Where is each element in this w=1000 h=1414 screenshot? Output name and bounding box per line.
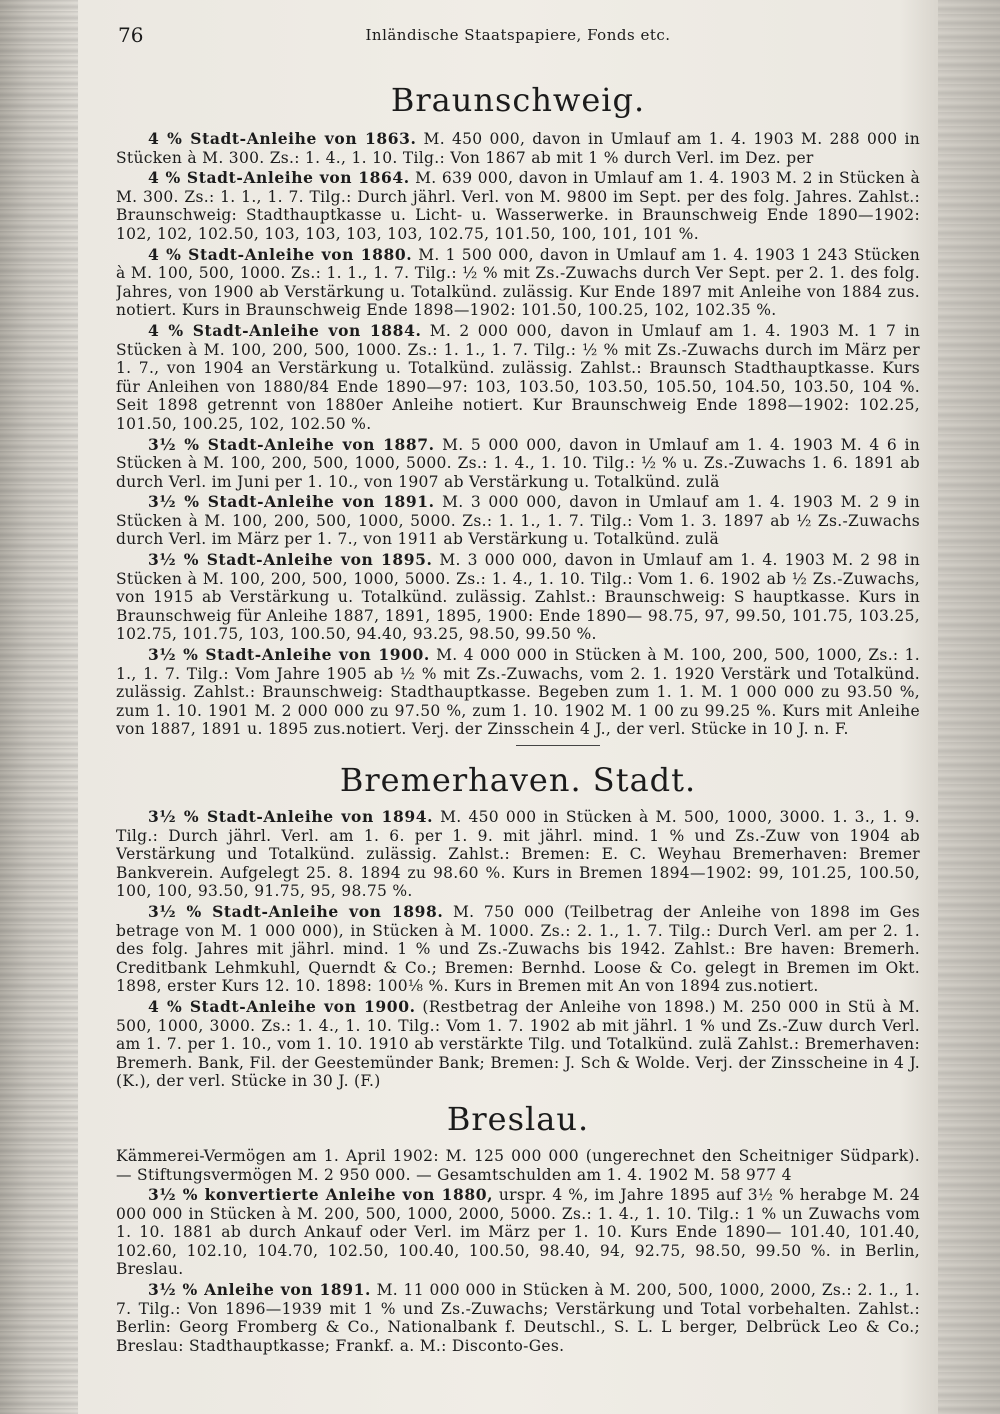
loan-title: 4 % Stadt-Anleihe von 1900.: [148, 996, 416, 1016]
loan-title: 3½ % Stadt-Anleihe von 1900.: [148, 645, 430, 665]
loan-entry: [116, 551, 920, 644]
city-header-breslau: Breslau.: [446, 1099, 590, 1138]
loan-entry: [116, 436, 920, 492]
loan-text: M. 5 000 000, davon in Umlauf am 1. 4. 1903 M. 4 6 in Stücken à M. 100, 200, 500, 1000, 5000. Zs.: 1. 4., 1. 10. Tilg.: ½ % u. Zs.-Zuwachs 1. 6. 1891 ab durch Verl. im Juni per 1. 10., von 1907 ab Verstärkung u. Totalkünd. zulä: [116, 435, 920, 491]
book-edge-right: [938, 0, 1000, 1414]
running-title: Inländische Staatspapiere, Fonds etc.: [365, 26, 671, 44]
loan-title: 4 % Stadt-Anleihe von 1880.: [148, 244, 413, 264]
loan-title: 3½ % Anleihe von 1891.: [148, 1280, 372, 1300]
loan-title: 4 % Stadt-Anleihe von 1864.: [148, 168, 410, 188]
loan-title: 3½ % Stadt-Anleihe von 1887.: [148, 434, 435, 454]
city-header-bremerhaven: Bremerhaven. Stadt.: [339, 761, 697, 799]
loan-text: M. 4 000 000 in Stücken à M. 100, 200, 500, 1000, Zs.: 1. 1., 1. 7. Tilg.: Vom Jahre 1905 ab ½ % mit Zs.-Zuwachs, vom 2. 1. 1920 Verstärk und Totalkünd. zulässig. Zahlst.: Braunschweig: Stadthauptkasse. Begeben zum 1. 1. M. 1 000 000 zu 93.50 %, zum 1. 10. 1901 M. 2 000 000 zu 97.50 %, zum 1. 10. 1902 M. 1 00 zu 99.25 %. Kurs mit Anleihe von 1887, 1891 u. 1895 zus.notiert. Verj. der Zinsschein 4 J., der verl. Stücke in 10 J. n. F.: [116, 646, 920, 739]
loan-text: M. 3 000 000, davon in Umlauf am 1. 4. 1903 M. 2 9 in Stücken à M. 100, 200, 500, 1000, 5000. Zs.: 1. 1., 1. 7. Tilg.: Vom 1. 3. 1897 ab ½ Zs.-Zuwachs durch Verl. im März per 1. 7., von 1911 ab Verstärkung u. Totalkünd. zulä: [116, 493, 920, 549]
loan-entry: [116, 246, 920, 320]
loan-entry: [116, 808, 920, 901]
loan-text: M. 1 500 000, davon in Umlauf am 1. 4. 1903 1 243 Stücken à M. 100, 500, 1000. Zs.: 1. 1., 1. 7. Tilg.: ½ % mit Zs.-Zuwachs durch Ver Sept. per 2. 1. des folg. Jahres, von 1900 ab Verstärkung u. Totalkünd. zulässig. Kur Ende 1897 mit Anleihe von 1884 zus. notiert. Kurs in Braunschweig Ende 1898—1902: 101.50, 100.25, 102, 102.35 %.: [116, 245, 920, 320]
loan-entry: [116, 1186, 920, 1279]
section-divider: [516, 745, 600, 746]
loan-entry: [116, 646, 920, 739]
book-gutter-left: [0, 0, 78, 1414]
loan-title: 3½ % Stadt-Anleihe von 1898.: [148, 901, 444, 921]
city-intro: Kämmerei-Vermögen am 1. April 1902: M. 125 000 000 (ungerechnet den Scheitniger Südpark). — Stiftungsvermögen M. 2 950 000. — Gesamtschulden am 1. 4. 1902 M. 58 977 4: [116, 1146, 920, 1184]
loan-text: M. 450 000 in Stücken à M. 500, 1000, 3000. 1. 3., 1. 9. Tilg.: Durch jährl. Verl. am 1. 6. per 1. 9. mit jährl. mind. 1 % und Zs.-Zuw von 1904 ab Verstärkung und Totalkünd. zulässig. Zahlst.: Bremen: E. C. Weyhau Bremerhaven: Bremer Bankverein. Aufgelegt 25. 8. 1894 zu 98.60 %. Kurs in Bremen 1894—1902: 99, 101.25, 100.50, 100, 100, 93.50, 91.75, 95, 98.75 %.: [116, 808, 920, 901]
loan-text: M. 750 000 (Teilbetrag der Anleihe von 1898 im Ges betrage von M. 1 000 000), in Stücken à M. 1000. Zs.: 2. 1., 1. 7. Tilg.: Durch Verl. am per 2. 1. des folg. Jahres mit jährl. mind. 1 % und Zs.-Zuwachs bis 1942. Zahlst.: Bre haven: Bremerh. Creditbank Lehmkuhl, Querndt & Co.; Bremen: Bernhd. Loose & Co. gelegt in Bremen im Okt. 1898, erster Kurs 12. 10. 1898: 100⅛ %. Kurs in Bremen mit An von 1894 zus.notiert.: [116, 902, 920, 996]
loan-text: M. 2 000 000, davon in Umlauf am 1. 4. 1903 M. 1 7 in Stücken à M. 100, 200, 500, 1000. Zs.: 1. 1., 1. 7. Tilg.: ½ % mit Zs.-Zuwachs durch im März per 1. 7., von 1904 an Verstärkung u. Totalkünd. zulässig. Zahlst.: Braunsch Stadthauptkasse. Kurs für Anleihen von 1880/84 Ende 1890—97: 103, 103.50, 103.50, 105.50, 104.50, 103.50, 104 %. Seit 1898 getrennt von 1880er Anleihe notiert. Kur Braunschweig Ende 1898—1902: 102.25, 101.50, 100.25, 102, 102.50 %.: [116, 321, 920, 433]
loan-title: 4 % Stadt-Anleihe von 1863.: [148, 129, 417, 148]
loan-text: M. 639 000, davon in Umlauf am 1. 4. 1903 M. 2 in Stücken à M. 300. Zs.: 1. 1., 1. 7. Tilg.: Durch jährl. Verl. von M. 9800 im Sept. per des folg. Jahres. Zahlst.: Braunschweig: Stadthauptkasse u. Licht- u. Wasserwerke. in Braunschweig Ende 1890—1902: 102, 102, 102.50, 103, 103, 103, 103, 102.75, 101.50, 100, 101, 101 %.: [116, 169, 920, 243]
loan-text: (Restbetrag der Anleihe von 1898.) M. 250 000 in Stü à M. 500, 1000, 3000. Zs.: 1. 4., 1. 10. Tilg.: Vom 1. 7. 1902 ab mit jährl. 1 % und Zs.-Zuw durch Verl. am 1. 7. per 1. 10., vom 1. 10. 1910 ab verstärkte Tilg. und Totalkünd. zulä Zahlst.: Bremerhaven: Bremerh. Bank, Fil. der Geestemünder Bank; Bremen: J. Sch & Wolde. Verj. der Zinsscheine in 4 J. (K.), der verl. Stücke in 30 J. (F.): [116, 997, 920, 1091]
loan-title: 3½ % Stadt-Anleihe von 1894.: [148, 807, 434, 826]
loan-entry: [116, 903, 920, 996]
loan-text: M. 11 000 000 in Stücken à M. 200, 500, 1000, 2000, Zs.: 2. 1., 1. 7. Tilg.: Von 1896—1939 mit 1 % und Zs.-Zuwachs; Verstärkung und Total vorbehalten. Zahlst.: Berlin: Georg Fromberg & Co., Nationalbank f. Deutschl., S. L. L berger, Delbrück Leo & Co.; Breslau: Stadthauptkasse; Frankf. a. M.: Disconto-Ges.: [116, 1281, 920, 1355]
page-number: 76: [118, 23, 144, 47]
running-head: [116, 20, 920, 52]
loan-entry: [116, 1281, 920, 1355]
loan-entry: [116, 169, 920, 243]
loan-title: 3½ % Stadt-Anleihe von 1891.: [148, 492, 435, 512]
loan-text: M. 450 000, davon in Umlauf am 1. 4. 1903 M. 288 000 in Stücken à M. 300. Zs.: 1. 4., 1. 10. Tilg.: Von 1867 ab mit 1 % durch Verl. im Dez. per: [116, 130, 920, 167]
city-header-braunschweig: Braunschweig.: [390, 81, 646, 119]
page-content: [116, 20, 920, 1410]
loan-entry: [116, 322, 920, 434]
loan-entry: [116, 998, 920, 1091]
loan-title: 3½ % konvertierte Anleihe von 1880,: [148, 1185, 494, 1205]
loan-title: 3½ % Stadt-Anleihe von 1895.: [148, 550, 433, 570]
loan-entry: [116, 493, 920, 549]
loan-text: urspr. 4 %, im Jahre 1895 auf 3½ % herabge M. 24 000 000 in Stücken à M. 200, 500, 1000, 2000, 5000. Zs.: 1. 4., 1. 10. Tilg.: 1 % un Zuwachs vom 1. 10. 1881 ab durch Ankauf oder Verl. im März per 1. 10. Kurs Ende 1890— 101.40, 101.40, 102.60, 102.10, 104.70, 102.50, 100.40, 100.50, 98.40, 94, 92.75, 98.50, 99.50 %. in Berlin, Breslau.: [116, 1186, 920, 1279]
loan-text: M. 3 000 000, davon in Umlauf am 1. 4. 1903 M. 2 98 in Stücken à M. 100, 200, 500, 1000, 5000. Zs.: 1. 4., 1. 10. Tilg.: Vom 1. 6. 1902 ab ½ Zs.-Zuwachs, von 1915 ab Verstärkung u. Totalkünd. zulässig. Zahlst.: Braunschweig: S hauptkasse. Kurs in Braunschweig für Anleihe 1887, 1891, 1895, 1900: Ende 1890— 98.75, 97, 99.50, 101.75, 103.25, 102.75, 101.75, 103, 100.50, 94.40, 93.25, 98.50, 99.50 %.: [116, 551, 920, 644]
loan-title: 4 % Stadt-Anleihe von 1884.: [148, 320, 422, 340]
loan-entry: [116, 130, 920, 167]
